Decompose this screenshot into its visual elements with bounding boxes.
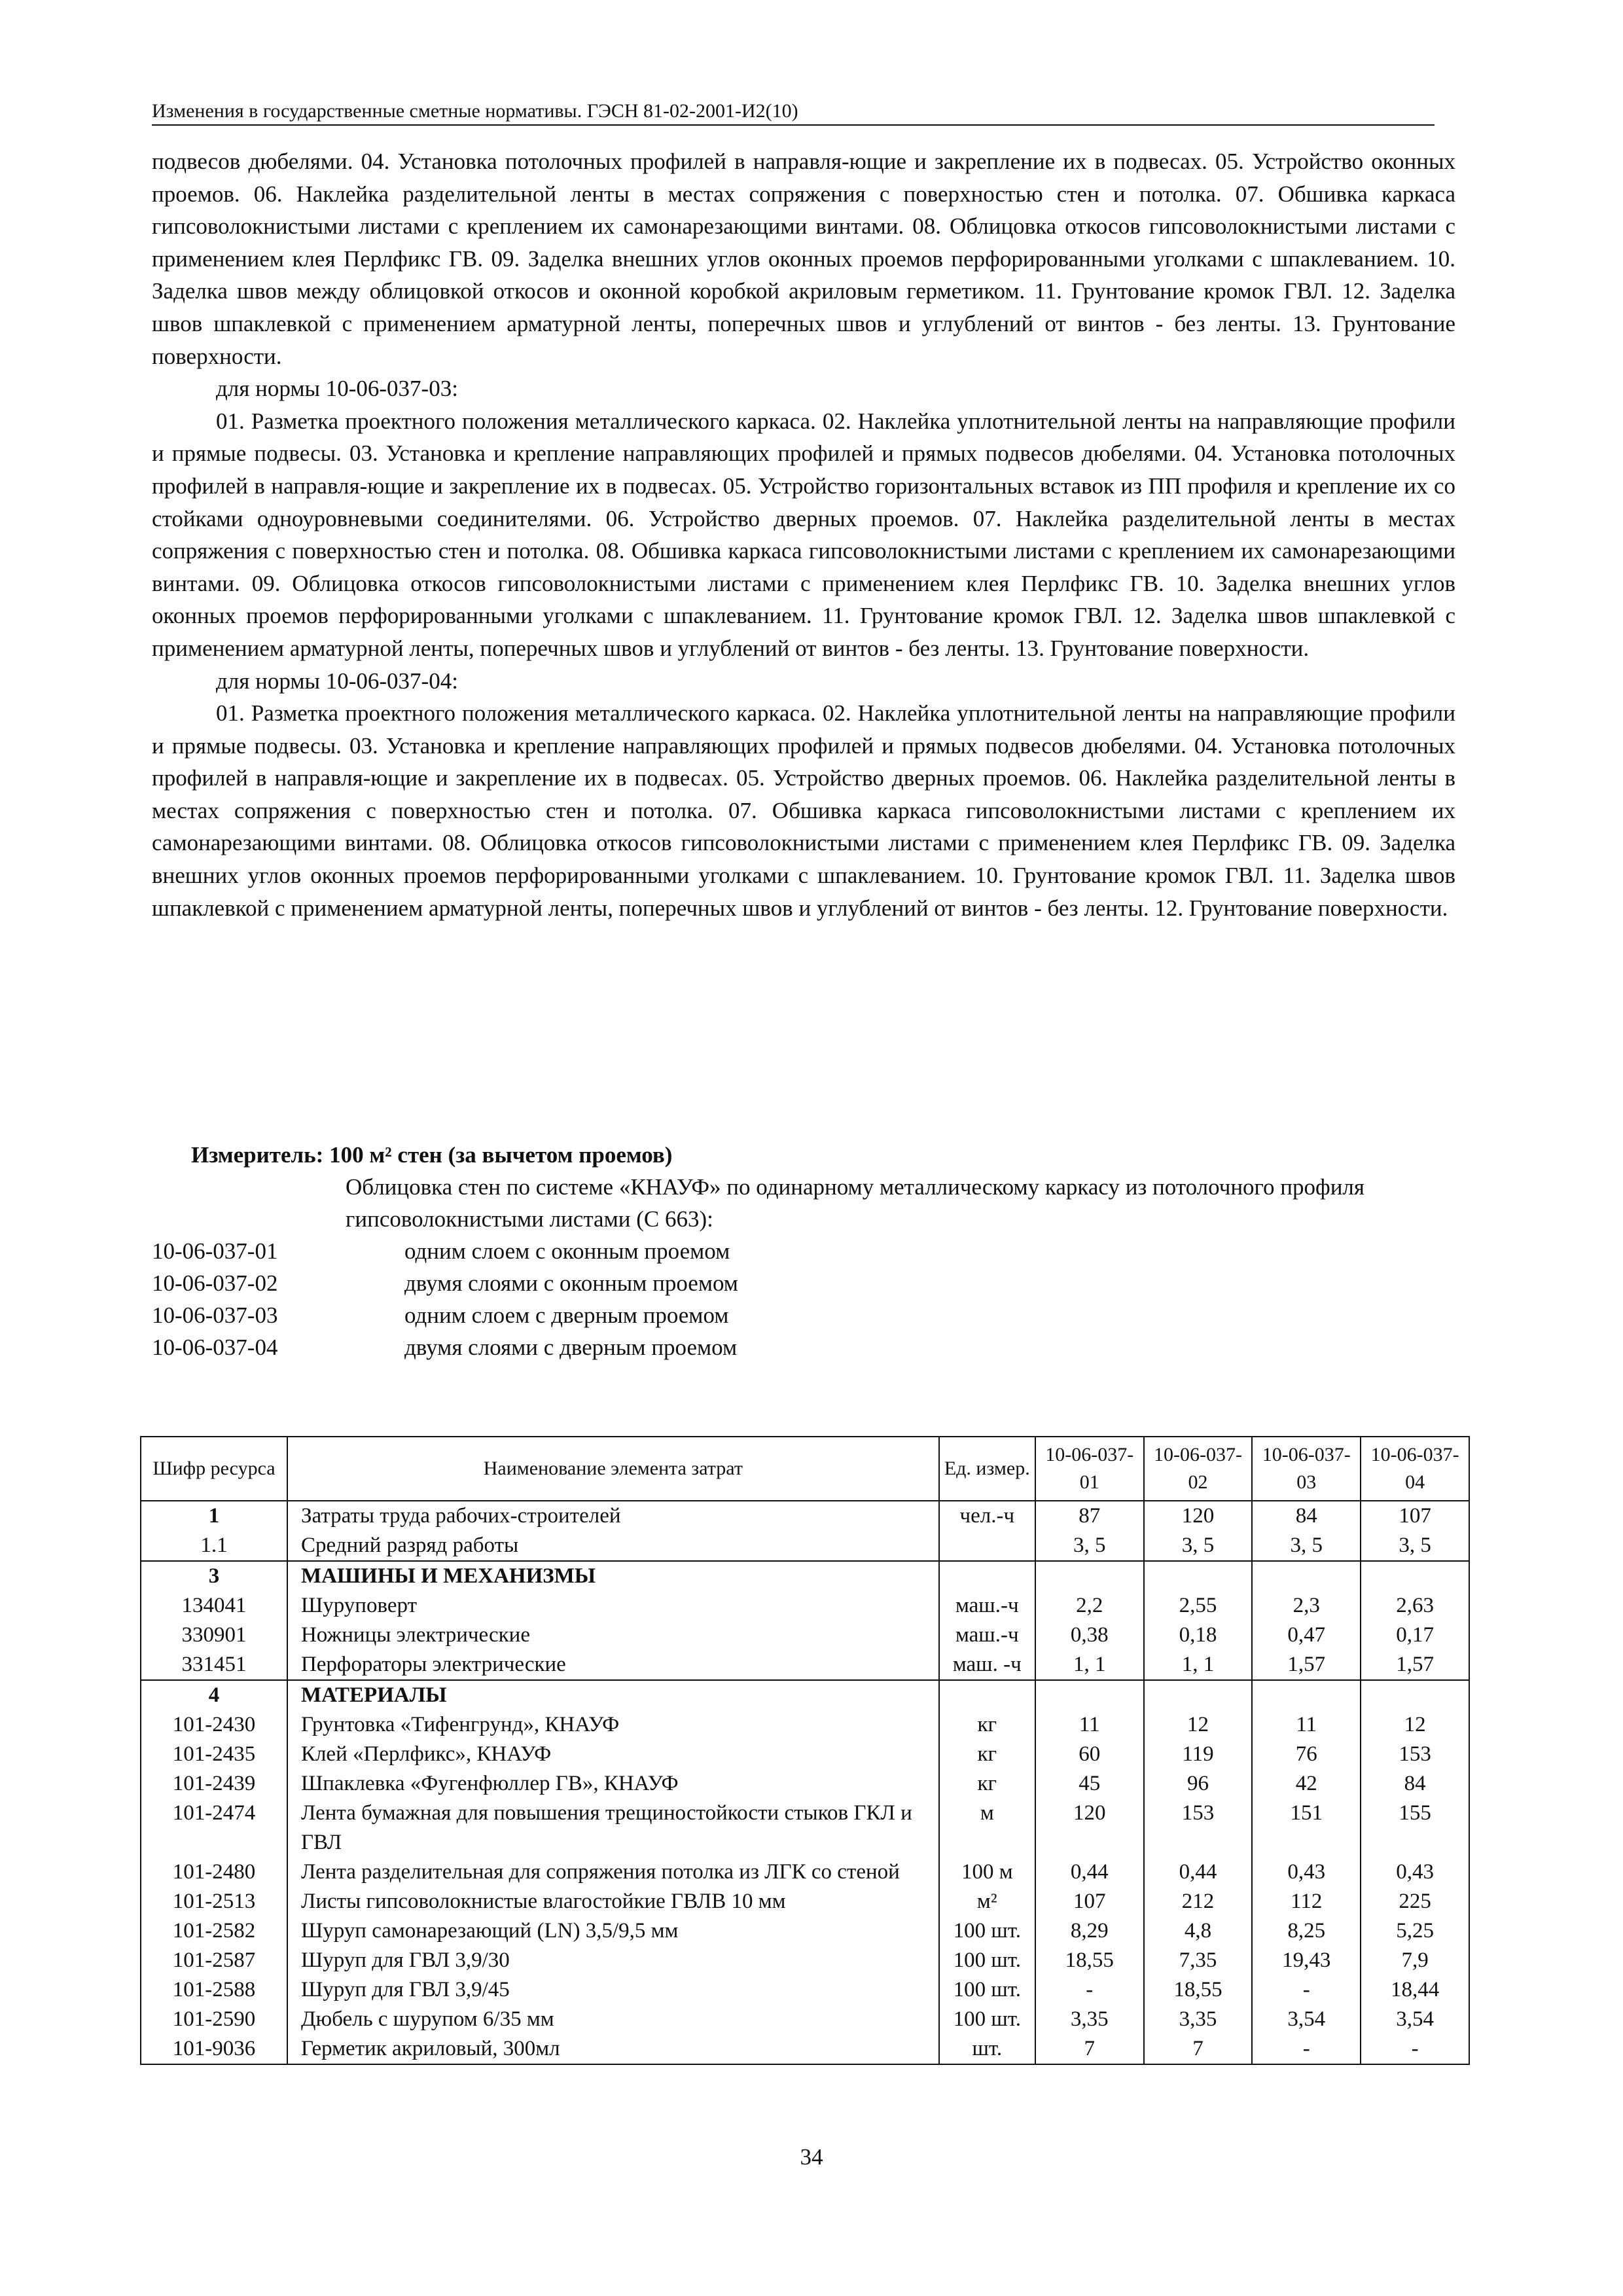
header-col-1: 10-06-037-01 xyxy=(1035,1437,1144,1501)
resource-value: 7,9 xyxy=(1361,1946,1469,1975)
resource-value: 0,17 xyxy=(1361,1621,1469,1650)
resource-value: 84 xyxy=(1361,1769,1469,1799)
resource-unit: чел.-ч xyxy=(939,1501,1035,1531)
header-col-2: 10-06-037-02 xyxy=(1144,1437,1253,1501)
resource-unit: маш.-ч xyxy=(939,1621,1035,1650)
table-row xyxy=(141,2034,1469,2064)
table-row xyxy=(141,1857,1469,1887)
resource-unit: кг xyxy=(939,1769,1035,1799)
resource-value: 1, 1 xyxy=(1035,1650,1144,1680)
resource-code: 1.1 xyxy=(141,1531,287,1561)
resource-name: Шуруп для ГВЛ 3,9/45 xyxy=(287,1975,939,2005)
page-number: 34 xyxy=(800,2144,823,2170)
table-row xyxy=(141,1740,1469,1769)
paragraph-work-steps-04: 01. Разметка проектного положения металлического каркаса. 02. Наклейка уплотнительной ленты на направляющие профили и прямые подвесы. 03. Установка и крепление направляющих профилей и прямых подвесов дюбелями. 04. Установка потолочных профилей в направля-ющие и закрепление их в подвесах. 05. Устройство дверных проемов. 06. Наклейка разделительной ленты в местах сопряжения с поверхностью стен и потолка. 07. Обшивка каркаса гипсоволокнистыми листами с креплением их самонарезающими винтами. 08. Облицовка откосов гипсоволокнистыми листами с применением клея Перлфикс ГВ. 09. Заделка внешних углов оконных проемов перфорированными уголками с шпаклеванием. 10. Грунтование кромок ГВЛ. 11. Заделка швов шпаклевкой с применением арматурной ленты, поперечных швов и углублений от винтов - без ленты. 12. Грунтование поверхности. xyxy=(152,700,1455,921)
resource-name: Шуруп для ГВЛ 3,9/30 xyxy=(287,1946,939,1975)
resource-code: 101-2474 xyxy=(141,1799,287,1857)
resource-value: 18,55 xyxy=(1035,1946,1144,1975)
resource-value: 3, 5 xyxy=(1144,1531,1253,1561)
norm-code: 10-06-037-01 xyxy=(152,1238,278,1264)
resource-value: 96 xyxy=(1144,1769,1253,1799)
resource-value: 87 xyxy=(1035,1501,1144,1531)
table-section-row xyxy=(141,1561,1469,1591)
resource-value: 3,35 xyxy=(1035,2005,1144,2034)
resource-value: 3,54 xyxy=(1252,2005,1361,2034)
table-row xyxy=(141,1650,1469,1680)
resource-value: 1, 1 xyxy=(1144,1650,1253,1680)
norm-label-03: для нормы 10-06-037-03: xyxy=(216,376,458,402)
resource-value: 76 xyxy=(1252,1740,1361,1769)
norm-code-row xyxy=(152,1235,1461,1267)
resource-value xyxy=(1144,1680,1253,1710)
norm-code-text: двумя слоями с дверным проемом xyxy=(404,1335,738,1360)
table-row xyxy=(141,2005,1469,2034)
resource-code: 330901 xyxy=(141,1621,287,1650)
resource-code: 101-2513 xyxy=(141,1887,287,1916)
table-body xyxy=(141,1501,1469,2064)
resource-unit: 100 шт. xyxy=(939,2005,1035,2034)
resource-value: - xyxy=(1252,2034,1361,2064)
resource-code: 101-9036 xyxy=(141,2034,287,2064)
resource-code: 1 xyxy=(141,1501,287,1531)
norm-code-text: одним слоем с дверным проемом xyxy=(404,1302,729,1328)
table-row xyxy=(141,1591,1469,1621)
table-row xyxy=(141,1769,1469,1799)
norm-code-text: одним слоем с оконным проемом xyxy=(404,1238,730,1264)
resource-unit: кг xyxy=(939,1740,1035,1769)
resource-name: Клей «Перлфикс», КНАУФ xyxy=(287,1740,939,1769)
table-header-row xyxy=(141,1437,1469,1501)
running-header: Изменения в государственные сметные нормативы. ГЭСН 81-02-2001-И2(10) xyxy=(152,99,1435,126)
resource-code: 101-2435 xyxy=(141,1740,287,1769)
resource-value: - xyxy=(1035,1975,1144,2005)
resource-value: 19,43 xyxy=(1252,1946,1361,1975)
resource-name: Лента разделительная для сопряжения потолка из ЛГК со стеной xyxy=(287,1857,939,1887)
resource-name: Шуруп самонарезающий (LN) 3,5/9,5 мм xyxy=(287,1916,939,1946)
resource-value: 0,38 xyxy=(1035,1621,1144,1650)
table-row xyxy=(141,1946,1469,1975)
header-col-3: 10-06-037-03 xyxy=(1252,1437,1361,1501)
table-row xyxy=(141,1799,1469,1857)
norm-code-row xyxy=(152,1299,1461,1331)
table-row xyxy=(141,1501,1469,1531)
resource-name: МАШИНЫ И МЕХАНИЗМЫ xyxy=(287,1561,939,1591)
table-row xyxy=(141,1916,1469,1946)
table-row xyxy=(141,1975,1469,2005)
resource-value: 120 xyxy=(1035,1799,1144,1857)
resource-value: 12 xyxy=(1361,1710,1469,1740)
table-row xyxy=(141,1621,1469,1650)
resource-value: 0,44 xyxy=(1144,1857,1253,1887)
measure-block xyxy=(152,1139,1461,1363)
resource-value: 155 xyxy=(1361,1799,1469,1857)
resource-unit: маш.-ч xyxy=(939,1591,1035,1621)
resource-value: 0,43 xyxy=(1252,1857,1361,1887)
resource-value: 119 xyxy=(1144,1740,1253,1769)
resource-value xyxy=(1252,1561,1361,1591)
resource-value: 153 xyxy=(1144,1799,1253,1857)
paragraph-work-steps-02: подвесов дюбелями. 04. Установка потолочных профилей в направля-ющие и закрепление их в подвесах. 05. Устройство оконных проемов. 06. Наклейка разделительной ленты в местах сопряжения с поверхностью стен и потолка. 07. Обшивка каркаса гипсоволокнистыми листами с креплением их самонарезающими винтами. 08. Облицовка откосов гипсоволокнистыми листами с применением клея Перлфикс ГВ. 09. Заделка внешних углов оконных проемов перфорированными уголками с шпаклеванием. 10. Заделка швов между облицовкой откосов и оконной коробкой акриловым герметиком. 11. Грунтование кромок ГВЛ. 12. Заделка швов шпаклевкой с применением арматурной ленты, поперечных швов и углублений от винтов - без ленты. 13. Грунтование поверхности. xyxy=(152,149,1455,369)
resource-name: Герметик акриловый, 300мл xyxy=(287,2034,939,2064)
norm-code-row xyxy=(152,1331,1461,1363)
resource-code: 331451 xyxy=(141,1650,287,1680)
resource-value: 1,57 xyxy=(1361,1650,1469,1680)
resource-code: 101-2582 xyxy=(141,1916,287,1946)
resource-name: Лента бумажная для повышения трещиностойкости стыков ГКЛ и ГВЛ xyxy=(287,1799,939,1857)
resource-value: 3,54 xyxy=(1361,2005,1469,2034)
resource-value: 8,29 xyxy=(1035,1916,1144,1946)
resource-value xyxy=(1144,1561,1253,1591)
norm-code: 10-06-037-04 xyxy=(152,1335,278,1360)
resource-unit xyxy=(939,1531,1035,1561)
resource-name: МАТЕРИАЛЫ xyxy=(287,1680,939,1710)
resource-unit: 100 м xyxy=(939,1857,1035,1887)
resource-value: 2,63 xyxy=(1361,1591,1469,1621)
resource-value: 120 xyxy=(1144,1501,1253,1531)
resource-value: - xyxy=(1361,2034,1469,2064)
resource-value xyxy=(1035,1680,1144,1710)
resource-code: 101-2480 xyxy=(141,1857,287,1887)
resource-value: 2,3 xyxy=(1252,1591,1361,1621)
resource-value: 225 xyxy=(1361,1887,1469,1916)
resource-name: Листы гипсоволокнистые влагостойкие ГВЛВ 10 мм xyxy=(287,1887,939,1916)
resource-value xyxy=(1252,1680,1361,1710)
resource-value: 7,35 xyxy=(1144,1946,1253,1975)
resource-value: 60 xyxy=(1035,1740,1144,1769)
measure-description: Облицовка стен по системе «КНАУФ» по одинарному металлическому каркасу из потолочного профиля гипсоволокнистыми листами (С 663): xyxy=(346,1174,1364,1232)
resource-value: 153 xyxy=(1361,1740,1469,1769)
resource-value: 11 xyxy=(1035,1710,1144,1740)
resource-name: Шуруповерт xyxy=(287,1591,939,1621)
resource-value: 107 xyxy=(1035,1887,1144,1916)
norm-code: 10-06-037-02 xyxy=(152,1270,278,1296)
resource-value: 7 xyxy=(1144,2034,1253,2064)
resource-value: 212 xyxy=(1144,1887,1253,1916)
resource-code: 101-2439 xyxy=(141,1769,287,1799)
resource-unit: м xyxy=(939,1799,1035,1857)
resource-code: 101-2588 xyxy=(141,1975,287,2005)
resource-value: 2,55 xyxy=(1144,1591,1253,1621)
resource-code: 101-2587 xyxy=(141,1946,287,1975)
norm-code-row xyxy=(152,1267,1461,1299)
resource-value: 1,57 xyxy=(1252,1650,1361,1680)
resource-value xyxy=(1361,1561,1469,1591)
resource-value: 18,44 xyxy=(1361,1975,1469,2005)
resource-value: 151 xyxy=(1252,1799,1361,1857)
resource-unit: маш. -ч xyxy=(939,1650,1035,1680)
resource-name: Средний разряд работы xyxy=(287,1531,939,1561)
resource-name: Затраты труда рабочих-строителей xyxy=(287,1501,939,1531)
resource-value: 0,44 xyxy=(1035,1857,1144,1887)
resource-value: 84 xyxy=(1252,1501,1361,1531)
resource-unit: 100 шт. xyxy=(939,1946,1035,1975)
norm-label-04: для нормы 10-06-037-04: xyxy=(216,668,458,694)
resource-unit: шт. xyxy=(939,2034,1035,2064)
resource-value: 112 xyxy=(1252,1887,1361,1916)
norm-code: 10-06-037-03 xyxy=(152,1302,278,1328)
resource-value: 5,25 xyxy=(1361,1916,1469,1946)
resource-value: 4,8 xyxy=(1144,1916,1253,1946)
resource-value: 45 xyxy=(1035,1769,1144,1799)
resource-value: 7 xyxy=(1035,2034,1144,2064)
header-unit: Ед. измер. xyxy=(939,1437,1035,1501)
resource-value: - xyxy=(1252,1975,1361,2005)
resource-name: Перфораторы электрические xyxy=(287,1650,939,1680)
resource-value: 3, 5 xyxy=(1252,1531,1361,1561)
resource-code: 101-2430 xyxy=(141,1710,287,1740)
resource-value: 3,35 xyxy=(1144,2005,1253,2034)
header-name: Наименование элемента затрат xyxy=(287,1437,939,1501)
resource-value: 18,55 xyxy=(1144,1975,1253,2005)
table-row xyxy=(141,1710,1469,1740)
resource-value: 42 xyxy=(1252,1769,1361,1799)
resource-name: Грунтовка «Тифенгрунд», КНАУФ xyxy=(287,1710,939,1740)
resource-value: 0,43 xyxy=(1361,1857,1469,1887)
resource-value: 8,25 xyxy=(1252,1916,1361,1946)
paragraph-work-steps-03: 01. Разметка проектного положения металлического каркаса. 02. Наклейка уплотнительной ленты на направляющие профили и прямые подвесы. 03. Установка и крепление направляющих профилей и прямых подвесов дюбелями. 04. Установка потолочных профилей в направля-ющие и закрепление их в подвесах. 05. Устройство горизонтальных вставок из ПП профиля и крепление их со стойками одноуровневыми соединителями. 06. Устройство дверных проемов. 07. Наклейка разделительной ленты в местах сопряжения с поверхностью стен и потолка. 08. Обшивка каркаса гипсоволокнистыми листами с креплением их самонарезающими винтами. 09. Облицовка откосов гипсоволокнистыми листами с применением клея Перлфикс ГВ. 10. Заделка внешних углов оконных проемов перфорированными уголками с шпаклеванием. 11. Грунтование кромок ГВЛ. 12. Заделка швов шпаклевкой с применением арматурной ленты, поперечных швов и углублений от винтов - без ленты. 13. Грунтование поверхности. xyxy=(152,408,1455,661)
resource-value: 3, 5 xyxy=(1035,1531,1144,1561)
measure-title: Измеритель: 100 м² стен (за вычетом проемов) xyxy=(191,1142,673,1168)
resource-unit xyxy=(939,1561,1035,1591)
resource-unit: 100 шт. xyxy=(939,1916,1035,1946)
resource-name: Дюбель с шурупом 6/35 мм xyxy=(287,2005,939,2034)
resource-value: 3, 5 xyxy=(1361,1531,1469,1561)
resource-code: 101-2590 xyxy=(141,2005,287,2034)
table-row xyxy=(141,1531,1469,1561)
header-code: Шифр ресурса xyxy=(141,1437,287,1501)
resource-code: 4 xyxy=(141,1680,287,1710)
resource-unit: 100 шт. xyxy=(939,1975,1035,2005)
header-col-4: 10-06-037-04 xyxy=(1361,1437,1469,1501)
norm-code-text: двумя слоями с оконным проемом xyxy=(404,1270,738,1296)
cost-table xyxy=(140,1436,1470,2065)
resource-value: 11 xyxy=(1252,1710,1361,1740)
resource-unit: м² xyxy=(939,1887,1035,1916)
resource-code: 134041 xyxy=(141,1591,287,1621)
resource-value: 0,47 xyxy=(1252,1621,1361,1650)
table-row xyxy=(141,1887,1469,1916)
resource-unit xyxy=(939,1680,1035,1710)
table-section-row xyxy=(141,1680,1469,1710)
resource-code: 3 xyxy=(141,1561,287,1591)
resource-unit: кг xyxy=(939,1710,1035,1740)
resource-value: 12 xyxy=(1144,1710,1253,1740)
resource-value xyxy=(1035,1561,1144,1591)
norm-description xyxy=(152,145,1455,924)
resource-value: 107 xyxy=(1361,1501,1469,1531)
resource-value: 0,18 xyxy=(1144,1621,1253,1650)
resource-value: 2,2 xyxy=(1035,1591,1144,1621)
resource-name: Ножницы электрические xyxy=(287,1621,939,1650)
resource-name: Шпаклевка «Фугенфюллер ГВ», КНАУФ xyxy=(287,1769,939,1799)
resource-value xyxy=(1361,1680,1469,1710)
